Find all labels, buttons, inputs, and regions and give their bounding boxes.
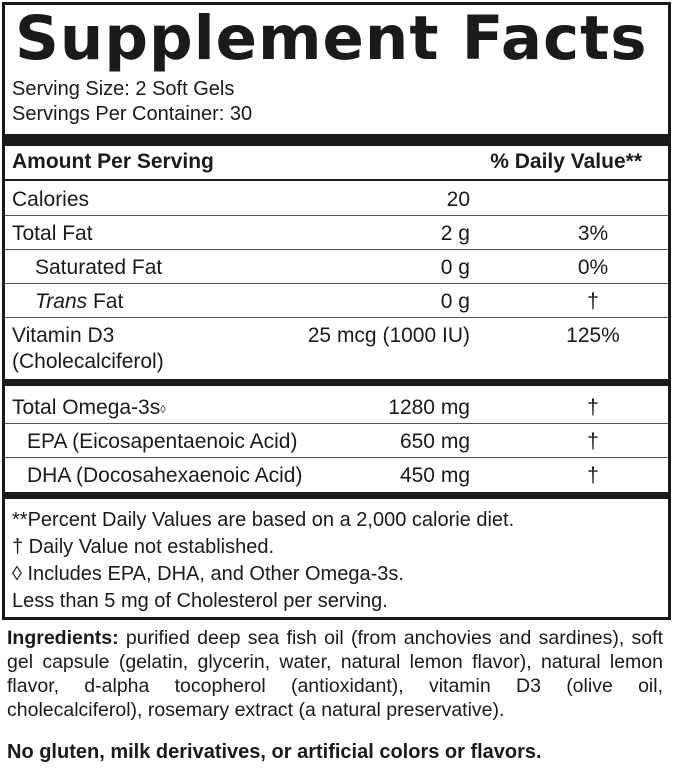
medium-rule	[5, 492, 668, 499]
nutrient-label: Vitamin D3	[12, 324, 115, 347]
ingredients-text: purified deep sea fish oil (from anchovies and sardines), soft gel capsule (gelatin, glycerin, water, natural lemon flavor), natural lemon flavor, d-alpha tocopherol (antioxidant), vitamin D3 (olive oil, cholecalciferol), rosemary extract (a natural preservative).	[7, 627, 663, 721]
nutrient-dv: †	[587, 430, 599, 453]
nutrient-label	[35, 289, 123, 315]
nutrient-dv: 0%	[577, 256, 609, 279]
divider	[5, 249, 668, 250]
trans-rest: Fat	[87, 290, 124, 313]
nutrient-amount: 1280 mg	[388, 396, 470, 419]
nutrient-dv: 3%	[577, 222, 609, 245]
nutrient-label: Total Fat	[12, 222, 93, 245]
daily-value-header: % Daily Value**	[490, 150, 642, 173]
nutrient-amount: 0 g	[440, 256, 470, 279]
nutrient-amount: 650 mg	[399, 430, 470, 453]
nutrient-amount: 450 mg	[399, 464, 470, 487]
nutrient-label	[12, 395, 166, 421]
divider	[5, 215, 668, 216]
nutrient-amount: 20	[446, 188, 470, 211]
footnote: **Percent Daily Values are based on a 2,000 calorie diet.	[12, 509, 515, 531]
nutrient-label: Calories	[12, 188, 90, 211]
thick-rule	[5, 134, 668, 146]
nutrient-sublabel: (Cholecalciferol)	[12, 350, 164, 373]
nutrient-label: DHA (Docosahexaenoic Acid)	[27, 464, 303, 487]
nutrient-label: EPA (Eicosapentaenoic Acid)	[27, 430, 298, 453]
supplement-facts-panel	[2, 2, 671, 620]
divider	[5, 317, 668, 318]
medium-rule	[5, 379, 668, 386]
divider	[5, 423, 668, 424]
free-from-statement: No gluten, milk derivatives, or artificial colors or flavors.	[7, 741, 542, 763]
diamond-mark: ◊	[160, 404, 166, 416]
nutrient-amount: 0 g	[440, 290, 470, 313]
nutrient-dv: †	[587, 396, 599, 419]
trans-italic: Trans	[35, 290, 88, 313]
amount-per-serving-label: Amount Per Serving	[12, 150, 214, 173]
panel-title: Supplement Facts	[15, 3, 648, 74]
omega-label-text: Total Omega-3s	[12, 396, 161, 419]
serving-size: Serving Size: 2 Soft Gels	[12, 78, 235, 100]
footnote: Less than 5 mg of Cholesterol per serving.	[12, 590, 388, 612]
ingredients-label: Ingredients:	[7, 627, 119, 649]
divider	[5, 283, 668, 284]
nutrient-amount: 25 mcg (1000 IU)	[307, 324, 470, 347]
footnote: ◊ Includes EPA, DHA, and Other Omega-3s.	[12, 563, 404, 585]
divider	[5, 457, 668, 458]
nutrient-dv: †	[587, 464, 599, 487]
nutrient-dv: 125%	[566, 324, 620, 347]
nutrient-label: Saturated Fat	[35, 256, 163, 279]
servings-per-container: Servings Per Container: 30	[12, 103, 253, 125]
nutrient-amount: 2 g	[440, 222, 470, 245]
ingredients	[7, 626, 663, 722]
footnote: † Daily Value not established.	[12, 536, 275, 558]
divider	[5, 179, 668, 181]
nutrient-dv: †	[587, 290, 599, 313]
